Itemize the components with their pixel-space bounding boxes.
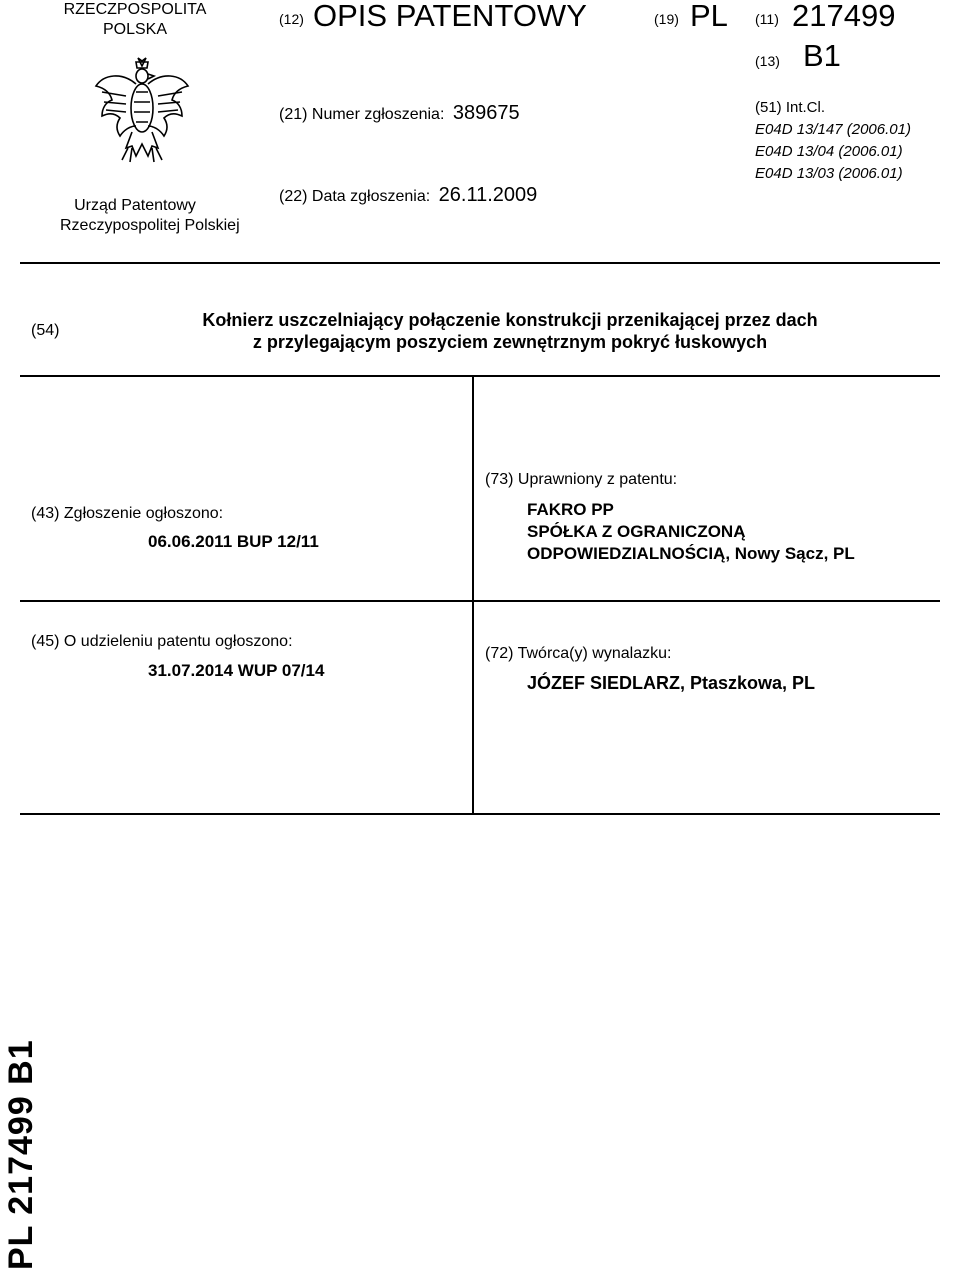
office-name-line1: Urząd Patentowy xyxy=(74,197,196,214)
office-country-line2: POLSKA xyxy=(102,21,168,38)
kind-code: B1 xyxy=(803,38,841,73)
doc-type: OPIS PATENTOWY xyxy=(313,0,587,33)
classification-code: E04D 13/04 (2006.01) xyxy=(755,143,903,160)
grant-label: (45) O udzieleniu patentu ogłoszono: xyxy=(31,633,293,650)
separator-line xyxy=(20,375,940,377)
publication-value: 06.06.2011 BUP 12/11 xyxy=(148,532,319,551)
code-13: (13) xyxy=(755,53,780,69)
classification xyxy=(755,97,911,185)
separator-line xyxy=(20,262,940,264)
patent-number: 217499 xyxy=(792,0,896,33)
eagle-emblem-icon xyxy=(92,52,192,172)
office-name-line2: Rzeczypospolitej Polskiej xyxy=(60,217,240,234)
publication-label: (43) Zgłoszenie ogłoszono: xyxy=(31,505,224,522)
application-number-value: 389675 xyxy=(452,102,520,124)
separator-line xyxy=(20,813,940,815)
inventor-label: (72) Twórca(y) wynalazku: xyxy=(485,645,672,662)
inventor-value: JÓZEF SIEDLARZ, Ptaszkowa, PL xyxy=(527,673,816,693)
owner-name-line3: ODPOWIEDZIALNOŚCIĄ, Nowy Sącz, PL xyxy=(527,544,855,563)
country-code: PL xyxy=(690,0,728,33)
owner-name-line1: FAKRO PP xyxy=(527,500,614,519)
code-12: (12) xyxy=(279,11,304,27)
classification-code: E04D 13/147 (2006.01) xyxy=(755,121,911,138)
code-11: (11) xyxy=(755,11,779,27)
application-number xyxy=(279,102,520,125)
owner-name xyxy=(527,499,855,565)
title-code: (54) xyxy=(31,322,60,339)
separator-line xyxy=(20,600,940,602)
office-country xyxy=(60,0,210,40)
office-name xyxy=(60,196,240,236)
owner-name-line2: SPÓŁKA Z OGRANICZONĄ xyxy=(527,522,746,541)
grant-value: 31.07.2014 WUP 07/14 xyxy=(148,661,325,680)
owner-label: (73) Uprawniony z patentu: xyxy=(485,471,678,488)
classification-code: E04D 13/03 (2006.01) xyxy=(755,165,903,182)
classification-label: (51) Int.Cl. xyxy=(755,99,826,116)
code-19: (19) xyxy=(654,11,679,27)
application-number-label: (21) Numer zgłoszenia: xyxy=(279,106,445,123)
patent-title xyxy=(140,309,880,353)
column-divider xyxy=(472,375,474,813)
office-country-line1: RZECZPOSPOLITA xyxy=(63,1,207,18)
patent-title-line2: z przylegającym poszyciem zewnętrznym pokryć łuskowych xyxy=(252,332,768,352)
application-date xyxy=(279,184,537,207)
patent-title-line1: Kołnierz uszczelniający połączenie konstrukcji przenikającej przez dach xyxy=(202,310,818,330)
application-date-value: 26.11.2009 xyxy=(438,184,538,206)
side-patent-label: PL 217499 B1 xyxy=(2,1039,40,1270)
application-date-label: (22) Data zgłoszenia: xyxy=(279,188,431,205)
